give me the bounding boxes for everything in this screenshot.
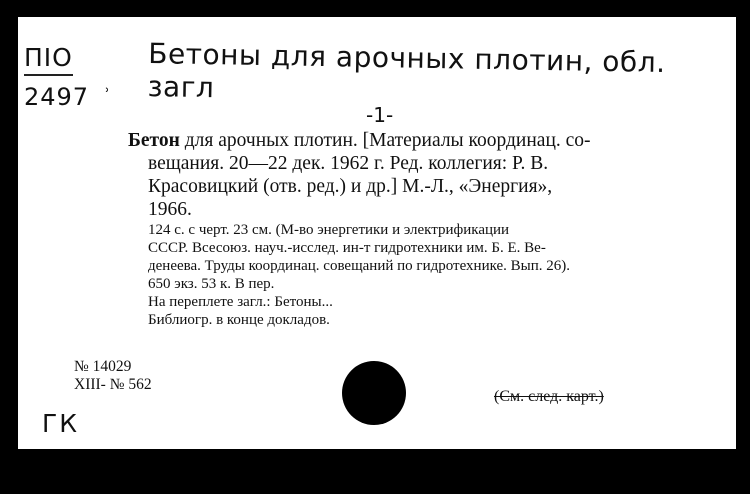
entry-line-1 bbox=[128, 129, 591, 152]
description-line-1: 124 с. с черт. 23 см. (М-во энергетики и электрификации bbox=[148, 222, 510, 238]
series-number: XIII- № 562 bbox=[74, 376, 152, 393]
classification-number: 2497 bbox=[24, 83, 90, 111]
catalog-card bbox=[18, 17, 736, 449]
handwritten-initials: ГК bbox=[42, 409, 79, 438]
description-line-4: 650 экз. 53 к. В пер. bbox=[148, 276, 275, 292]
description-line-3: денеева. Труды координац. совещаний по гидротехнике. Вып. 26). bbox=[148, 258, 571, 274]
accession-number: № 14029 bbox=[74, 358, 132, 375]
entry-line-2: вещания. 20—22 дек. 1962 г. Ред. коллегия: Р. В. bbox=[148, 153, 549, 174]
handwritten-title: Бетоны для арочных плотин, обл. загл bbox=[147, 37, 666, 105]
description-line-2: СССР. Всесоюз. науч.-исслед. ин-т гидротехники им. Б. Е. Ве- bbox=[148, 240, 546, 256]
handwritten-center-mark: -1- bbox=[366, 103, 394, 127]
entry-line-1-text: для арочных плотин. [Материалы координац. со- bbox=[179, 130, 591, 151]
punch-hole bbox=[342, 361, 406, 425]
heading-word: Бетон bbox=[128, 130, 180, 151]
tick-mark: ʾ bbox=[105, 85, 110, 104]
classification-code: ПІО bbox=[24, 43, 73, 76]
entry-line-3: Красовицкий (отв. ред.) и др.] М.-Л., «Энергия», bbox=[148, 176, 553, 197]
note-line-1: На переплете загл.: Бетоны... bbox=[148, 294, 333, 310]
entry-line-4: 1966. bbox=[148, 199, 192, 220]
note-line-2: Библиогр. в конце докладов. bbox=[148, 312, 330, 328]
struck-through-note: (См. след. карт.) bbox=[494, 388, 604, 405]
